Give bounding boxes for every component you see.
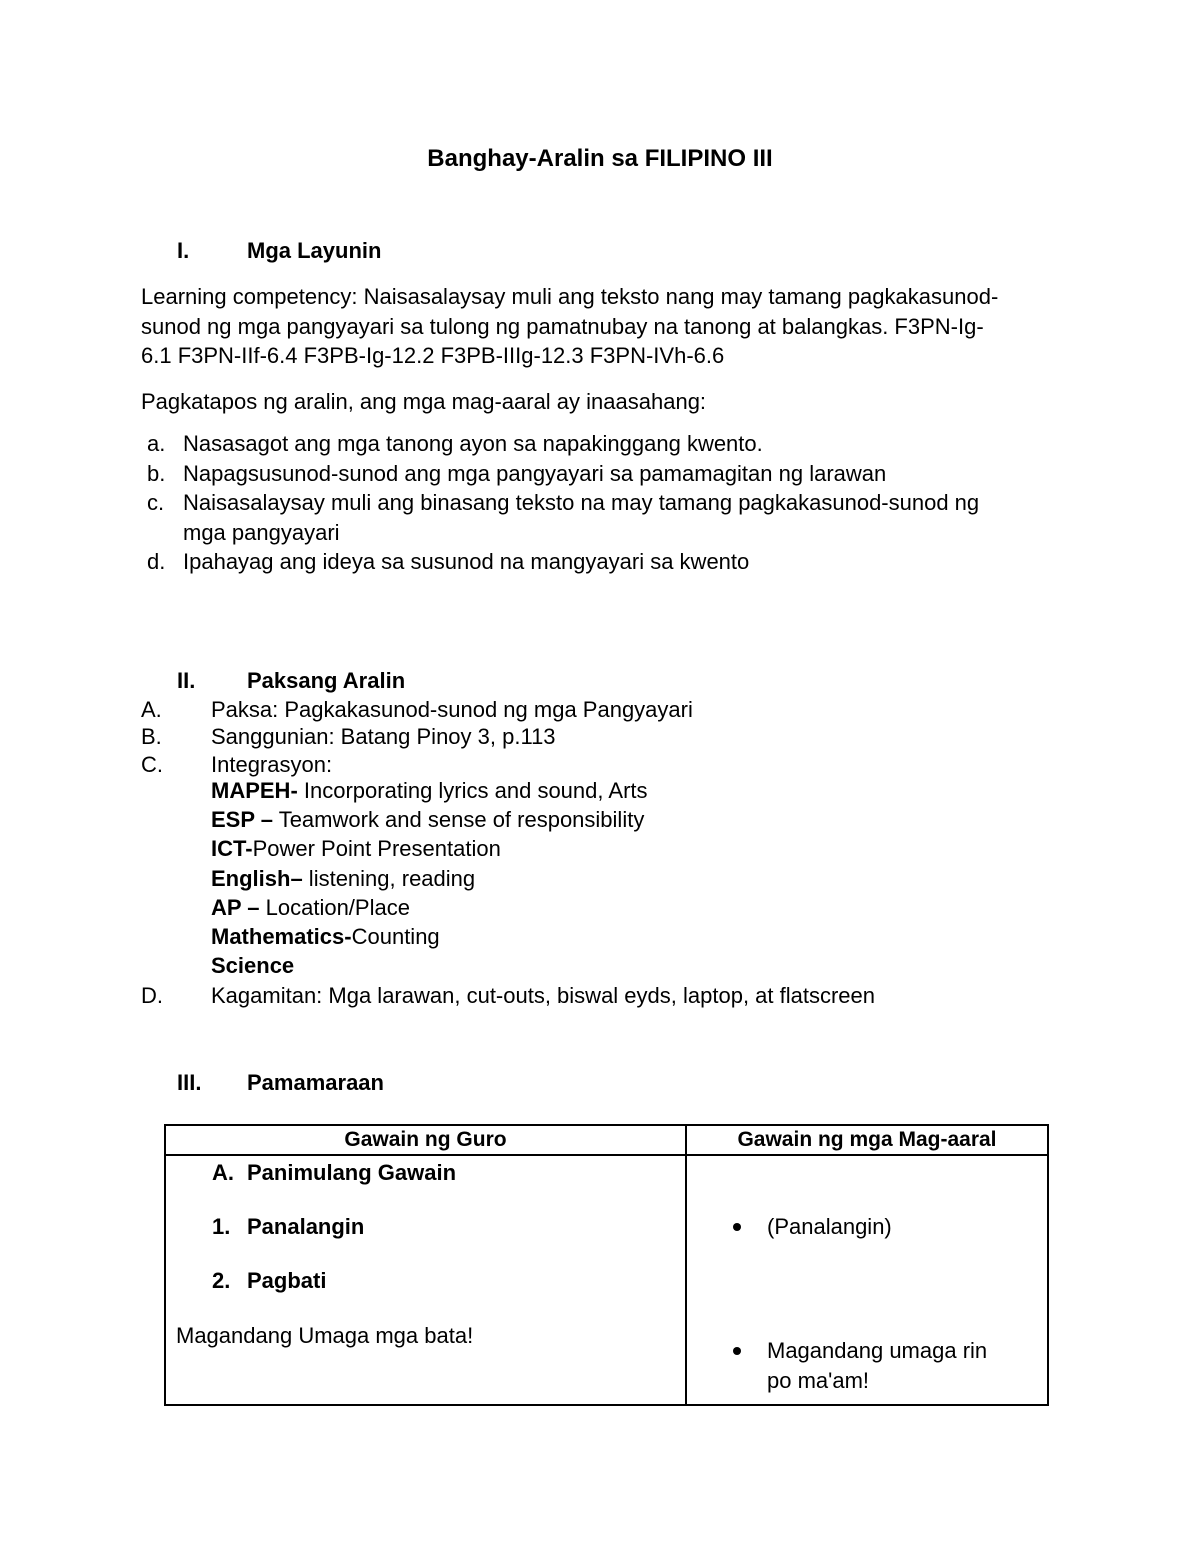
integration-label: AP – (211, 895, 260, 920)
integration-line (211, 780, 648, 802)
section-2-number: II. (177, 668, 196, 693)
teacher-cell (165, 1155, 686, 1405)
teacher-step-text: Pagbati (247, 1268, 327, 1293)
objective-letter: d. (147, 549, 166, 574)
objectives-intro: Pagkatapos ng aralin, ang mga mag-aaral ay inaasahang: (141, 389, 707, 414)
item-letter: A. (141, 697, 162, 722)
integration-line (211, 809, 644, 831)
competency-line-1: Learning competency: Naisasalaysay muli ang teksto nang may tamang pagkakasunod- (141, 284, 999, 309)
section-1-number: I. (177, 238, 190, 263)
integration-label: Mathematics- (211, 924, 352, 949)
objective-letter: a. (147, 431, 166, 456)
table-row (165, 1155, 1048, 1405)
header-students: Gawain ng mga Mag-aaral (686, 1125, 1048, 1155)
competency-line-3: 6.1 F3PN-IIf-6.4 F3PB-Ig-12.2 F3PB-IIIg-12.3 F3PN-IVh-6.6 (141, 343, 725, 368)
students-cell (686, 1155, 1048, 1405)
item-text: Kagamitan: Mga larawan, cut-outs, biswal eyds, laptop, at flatscreen (211, 983, 876, 1008)
integration-text: listening, reading (302, 866, 476, 891)
item-text: Sanggunian: Batang Pinoy 3, p.113 (211, 724, 556, 749)
integration-line (211, 838, 501, 860)
section-3-number: III. (177, 1070, 202, 1095)
bullet-icon (733, 1347, 741, 1355)
objective-text-continued: mga pangyayari (183, 520, 340, 545)
bullet-icon (733, 1223, 741, 1231)
integration-text: Counting (351, 924, 440, 949)
student-response: Magandang umaga rin (767, 1338, 988, 1363)
header-teacher: Gawain ng Guro (165, 1125, 686, 1155)
objective-text: Napagsusunod-sunod ang mga pangyayari sa pamamagitan ng larawan (183, 461, 887, 486)
objective-text: Naisasalaysay muli ang binasang teksto na may tamang pagkakasunod-sunod ng (183, 490, 980, 515)
student-response-continued: po ma'am! (767, 1368, 870, 1393)
teacher-step-number: 2. (212, 1268, 231, 1293)
student-response: (Panalangin) (767, 1214, 892, 1239)
integration-text: Incorporating lyrics and sound, Arts (297, 778, 648, 803)
integration-line (211, 955, 294, 977)
teacher-step-text: Panalangin (247, 1214, 365, 1239)
objective-letter: c. (147, 490, 165, 515)
integration-label: Science (211, 953, 295, 978)
section-2-heading: Paksang Aralin (247, 668, 406, 693)
item-letter: B. (141, 724, 162, 749)
item-text: Paksa: Pagkakasunod-sunod ng mga Pangyayari (211, 697, 693, 722)
integration-line (211, 868, 475, 890)
integration-line (211, 897, 410, 919)
item-letter: D. (141, 983, 163, 1008)
integration-label: ESP – (211, 807, 273, 832)
teacher-item-letter: A. (212, 1160, 234, 1185)
integration-label: MAPEH- (211, 778, 298, 803)
integration-text: Location/Place (259, 895, 410, 920)
integration-label: ICT- (211, 836, 253, 861)
item-text: Integrasyon: (211, 752, 333, 777)
document-title: Banghay-Aralin sa FILIPINO III (427, 145, 773, 172)
procedure-table (164, 1124, 1049, 1406)
item-letter: C. (141, 752, 163, 777)
teacher-greeting: Magandang Umaga mga bata! (176, 1323, 474, 1348)
objective-letter: b. (147, 461, 166, 486)
section-3-heading: Pamamaraan (247, 1070, 384, 1095)
objective-text: Nasasagot ang mga tanong ayon sa napakinggang kwento. (183, 431, 763, 456)
section-1-heading: Mga Layunin (247, 238, 382, 263)
teacher-step-number: 1. (212, 1214, 231, 1239)
integration-text: Teamwork and sense of responsibility (272, 807, 645, 832)
integration-label: English– (211, 866, 303, 891)
competency-line-2: sunod ng mga pangyayari sa tulong ng pamatnubay na tanong at balangkas. F3PN-Ig- (141, 314, 984, 339)
objective-text: Ipahayag ang ideya sa susunod na mangyayari sa kwento (183, 549, 750, 574)
integration-line (211, 926, 440, 948)
integration-text: Power Point Presentation (252, 836, 501, 861)
teacher-item-text: Panimulang Gawain (247, 1160, 457, 1185)
table-header-row (165, 1125, 1048, 1155)
